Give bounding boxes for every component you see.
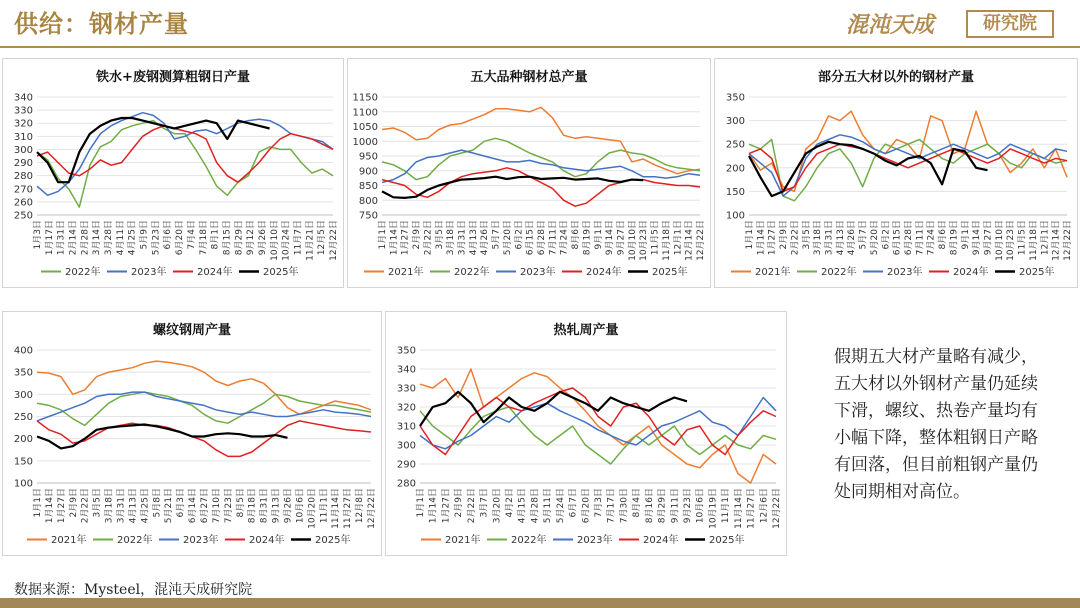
- x-tick-label: 3月31日: [116, 488, 127, 524]
- y-tick-label: 900: [358, 166, 378, 178]
- x-tick-label: 12月22日: [1063, 220, 1073, 261]
- y-tick-label: 1000: [352, 136, 378, 148]
- y-tick-label: 340: [396, 364, 416, 376]
- x-tick-label: 7月11日: [915, 220, 926, 256]
- x-tick-label: 6月28日: [904, 220, 914, 256]
- x-tick-label: 7月30日: [619, 488, 630, 524]
- y-tick-label: 330: [396, 383, 416, 395]
- x-tick-label: 5月7日: [858, 220, 869, 250]
- x-tick-label: 8月31日: [259, 488, 270, 524]
- x-tick-label: 2月9日: [454, 488, 465, 518]
- x-tick-label: 4月26日: [847, 220, 858, 256]
- legend-label: 2024年: [249, 535, 285, 546]
- x-tick-label: 9月11日: [670, 488, 681, 524]
- legend-label: 2025年: [315, 535, 351, 546]
- x-tick-label: 1月1日: [378, 220, 388, 250]
- x-tick-label: 7月10日: [211, 488, 222, 524]
- header-divider: [0, 46, 1080, 48]
- x-tick-label: 12月1日: [1040, 220, 1051, 256]
- x-tick-label: 9月27日: [983, 220, 994, 256]
- x-tick-label: 11月14日: [733, 488, 744, 529]
- x-tick-label: 8月6日: [571, 220, 582, 250]
- y-tick-label: 100: [725, 210, 745, 222]
- chart-title: 热轧周产量: [553, 323, 619, 338]
- x-tick-label: 12月6日: [759, 488, 770, 524]
- y-tick-label: 950: [358, 151, 378, 163]
- x-tick-label: 11月21日: [305, 220, 316, 261]
- x-tick-label: 3月18日: [813, 220, 824, 256]
- x-tick-label: 10月23日: [639, 220, 650, 261]
- x-tick-label: 12月14日: [684, 220, 695, 261]
- y-tick-label: 750: [358, 210, 378, 222]
- x-tick-label: 6月28日: [537, 220, 547, 256]
- x-tick-label: 5月24日: [555, 488, 566, 524]
- x-tick-label: 8月6日: [938, 220, 949, 250]
- y-tick-label: 850: [358, 181, 378, 192]
- y-tick-label: 350: [13, 367, 33, 379]
- x-tick-label: 12月22日: [772, 488, 782, 529]
- chart-panel-rebar-weekly: [2, 311, 382, 556]
- x-tick-label: 8月5日: [235, 488, 246, 518]
- x-tick-label: 10月20日: [307, 488, 318, 529]
- y-tick-label: 310: [13, 131, 33, 143]
- x-tick-label: 6月20日: [175, 220, 186, 256]
- y-tick-label: 300: [396, 440, 416, 452]
- x-tick-label: 4月25日: [127, 220, 138, 256]
- x-tick-label: 9月1日: [593, 220, 604, 250]
- y-tick-label: 350: [396, 345, 416, 357]
- x-tick-label: 6月14日: [188, 488, 199, 524]
- x-tick-label: 10月24日: [281, 220, 292, 261]
- x-tick-label: 1月27日: [400, 220, 411, 256]
- legend-label: 2022年: [454, 267, 490, 278]
- x-tick-label: 9月12日: [246, 220, 257, 256]
- x-tick-label: 5月20日: [502, 220, 513, 256]
- x-tick-label: 7月23日: [223, 488, 234, 524]
- series-line-2025: [382, 177, 643, 198]
- y-tick-label: 1150: [352, 92, 378, 104]
- x-tick-label: 3月20日: [492, 488, 503, 524]
- x-tick-label: 9月23日: [683, 488, 693, 524]
- y-tick-label: 340: [13, 92, 33, 104]
- logo-wordmark: 混沌天成: [846, 12, 935, 38]
- x-tick-label: 8月19日: [949, 220, 960, 256]
- legend-label: 2022年: [511, 535, 547, 546]
- x-tick-label: 5月7日: [491, 220, 502, 250]
- y-tick-label: 270: [13, 184, 33, 196]
- y-tick-label: 150: [725, 186, 745, 198]
- legend-label: 2025年: [263, 267, 299, 278]
- series-line-2021: [37, 361, 371, 414]
- chart-title: 五大品种钢材总产量: [470, 70, 588, 85]
- x-tick-label: 11月18日: [661, 220, 672, 261]
- x-tick-label: 6月2日: [514, 220, 525, 250]
- legend-label: 2021年: [755, 267, 791, 278]
- x-tick-label: 7月17日: [606, 488, 617, 524]
- x-tick-label: 2月14日: [68, 220, 79, 256]
- y-tick-label: 250: [13, 412, 33, 423]
- x-tick-label: 12月14日: [1051, 220, 1062, 261]
- x-tick-label: 1月17日: [44, 220, 55, 256]
- x-tick-label: 5月8日: [152, 488, 163, 518]
- x-tick-label: 3月18日: [446, 220, 457, 256]
- x-tick-label: 4月25日: [140, 488, 151, 524]
- x-tick-label: 2月22日: [80, 488, 91, 524]
- x-tick-label: 10月6日: [295, 488, 306, 524]
- legend-label: 2024年: [953, 267, 989, 278]
- footer-bar: [0, 598, 1080, 608]
- x-tick-label: 3月14日: [92, 220, 103, 256]
- y-tick-label: 280: [13, 171, 33, 183]
- x-tick-label: 5月23日: [151, 220, 162, 256]
- x-tick-label: 6月27日: [200, 488, 210, 524]
- y-tick-label: 260: [13, 197, 33, 209]
- x-tick-label: 10月6日: [695, 488, 706, 524]
- x-tick-label: 11月5日: [650, 220, 661, 256]
- y-tick-label: 800: [358, 195, 378, 207]
- legend-label: 2021年: [51, 535, 87, 546]
- x-tick-label: 4月13日: [835, 220, 846, 256]
- legend-label: 2021年: [445, 535, 481, 546]
- x-tick-label: 2月22日: [790, 220, 801, 256]
- legend-label: 2025年: [1019, 267, 1055, 278]
- x-tick-label: 9月26日: [257, 220, 268, 256]
- x-tick-label: 3月18日: [104, 488, 115, 524]
- legend-label: 2025年: [652, 267, 688, 278]
- y-tick-label: 1100: [352, 107, 378, 119]
- x-tick-label: 3月5日: [434, 220, 445, 250]
- x-tick-label: 1月1日: [416, 488, 426, 518]
- legend-label: 2024年: [197, 267, 233, 278]
- x-tick-label: 11月5日: [1017, 220, 1028, 256]
- chart-title: 部分五大材以外的钢材产量: [817, 70, 975, 85]
- x-tick-label: 12月8日: [355, 488, 366, 524]
- x-tick-label: 11月1日: [721, 488, 732, 524]
- x-tick-label: 6月15日: [525, 220, 536, 256]
- x-tick-label: 11月27日: [343, 488, 354, 529]
- x-tick-label: 3月5日: [92, 488, 103, 518]
- data-source-note: 数据来源：Mysteel，混沌天成研究院: [14, 582, 253, 598]
- logo-badge: 研究院: [966, 10, 1054, 38]
- x-tick-label: 6月6日: [163, 220, 174, 250]
- chart-title: 螺纹钢周产量: [152, 323, 232, 338]
- y-tick-label: 150: [13, 456, 33, 468]
- x-tick-label: 9月14日: [605, 220, 616, 256]
- legend-label: 2023年: [577, 535, 613, 546]
- y-tick-label: 330: [13, 105, 33, 117]
- x-tick-label: 8月29日: [657, 488, 668, 524]
- x-tick-label: 3月5日: [801, 220, 812, 250]
- x-tick-label: 11月27日: [746, 488, 757, 529]
- x-tick-label: 11月1日: [319, 488, 330, 524]
- x-tick-label: 8月18日: [247, 488, 258, 524]
- x-tick-label: 2月22日: [466, 488, 477, 524]
- x-tick-label: 5月21日: [164, 488, 175, 524]
- series-line-2023: [382, 150, 700, 182]
- series-line-2025: [420, 392, 687, 426]
- chart-svg: [386, 312, 786, 555]
- chart-svg: [3, 59, 343, 287]
- chart-panel-five-products-total: [347, 58, 711, 288]
- y-tick-label: 290: [396, 459, 416, 471]
- y-tick-label: 320: [396, 402, 416, 414]
- x-tick-label: 10月10日: [269, 220, 280, 261]
- x-tick-label: 4月28日: [530, 488, 541, 524]
- x-tick-label: 10月23日: [1006, 220, 1017, 261]
- x-tick-label: 1月14日: [389, 220, 400, 256]
- y-tick-label: 350: [725, 92, 745, 104]
- y-tick-label: 400: [13, 345, 33, 357]
- x-tick-label: 6月15日: [892, 220, 903, 256]
- x-tick-label: 3月31日: [457, 220, 468, 256]
- y-tick-label: 290: [13, 158, 33, 170]
- commentary-text: 假期五大材产量略有减少，五大材以外钢材产量仍延续下滑，螺纹、热卷产量均有小幅下降，整体粗钢日产略有回落，但目前粗钢产量仍处同期相对高位。: [834, 347, 1038, 502]
- chart-panel-hot-rolled-weekly: [385, 311, 787, 556]
- series-line-2025: [37, 425, 288, 449]
- page-title: 供给：钢材产量: [14, 9, 189, 38]
- y-tick-label: 300: [13, 389, 33, 401]
- legend-label: 2025年: [709, 535, 745, 546]
- x-tick-label: 7月18日: [198, 220, 209, 256]
- x-tick-label: 9月27日: [616, 220, 627, 256]
- x-tick-label: 2月9日: [68, 488, 79, 518]
- y-tick-label: 1050: [352, 122, 378, 133]
- chart-svg: [715, 59, 1077, 287]
- x-tick-label: 1月3日: [33, 220, 43, 250]
- series-line-2022: [37, 392, 371, 425]
- x-tick-label: 11月14日: [331, 488, 342, 529]
- legend-label: 2023年: [520, 267, 556, 278]
- x-tick-label: 7月3日: [594, 488, 604, 518]
- x-tick-label: 2月28日: [80, 220, 91, 256]
- x-tick-label: 9月13日: [271, 488, 282, 524]
- x-tick-label: 7月24日: [926, 220, 937, 256]
- x-tick-label: 1月1日: [33, 488, 43, 518]
- x-tick-label: 8月1日: [210, 220, 221, 250]
- y-tick-label: 250: [725, 139, 745, 151]
- y-tick-label: 320: [13, 118, 33, 130]
- x-tick-label: 1月1日: [745, 220, 755, 250]
- x-tick-label: 2月9日: [779, 220, 790, 250]
- x-tick-label: 9月26日: [283, 488, 294, 524]
- x-tick-label: 1月27日: [56, 488, 67, 524]
- x-tick-label: 6月7日: [568, 488, 579, 518]
- x-tick-label: 12月5日: [317, 220, 328, 256]
- x-tick-label: 10月10日: [627, 220, 638, 261]
- x-tick-label: 8月29日: [234, 220, 245, 256]
- x-tick-label: 2月9日: [412, 220, 423, 250]
- x-tick-label: 4月15日: [517, 488, 528, 524]
- x-tick-label: 12月22日: [696, 220, 706, 261]
- x-tick-label: 1月14日: [428, 488, 439, 524]
- x-tick-label: 10月10日: [994, 220, 1005, 261]
- chart-panel-other-steel: [714, 58, 1078, 288]
- y-tick-label: 250: [13, 210, 33, 222]
- x-tick-label: 5月9日: [139, 220, 150, 250]
- chart-svg: [348, 59, 710, 287]
- brand-logo: [846, 8, 1056, 40]
- x-tick-label: 12月1日: [673, 220, 684, 256]
- legend-label: 2024年: [586, 267, 622, 278]
- chart-svg: [3, 312, 381, 555]
- y-tick-label: 100: [13, 478, 33, 490]
- x-tick-label: 5月11日: [543, 488, 554, 524]
- legend-label: 2024年: [643, 535, 679, 546]
- x-tick-label: 12月22日: [329, 220, 339, 261]
- x-tick-label: 4月13日: [468, 220, 479, 256]
- legend-label: 2022年: [65, 267, 101, 278]
- y-tick-label: 280: [396, 478, 416, 490]
- x-tick-label: 9月1日: [960, 220, 971, 250]
- x-tick-label: 12月22日: [367, 488, 377, 529]
- legend-label: 2023年: [183, 535, 219, 546]
- x-tick-label: 1月14日: [44, 488, 55, 524]
- x-tick-label: 3月7日: [479, 488, 490, 518]
- x-tick-label: 8月16日: [644, 488, 655, 524]
- x-tick-label: 10月19日: [708, 488, 719, 529]
- y-tick-label: 300: [13, 144, 33, 156]
- x-tick-label: 3月31日: [824, 220, 835, 256]
- x-tick-label: 3月28日: [104, 220, 115, 256]
- legend-label: 2022年: [117, 535, 153, 546]
- x-tick-label: 7月11日: [548, 220, 559, 256]
- series-line-2025: [37, 118, 270, 182]
- x-tick-label: 6月20日: [581, 488, 592, 524]
- chart-title: 铁水+废钢测算粗钢日产量: [96, 70, 250, 85]
- series-line-2022: [382, 138, 700, 179]
- x-tick-label: 1月27日: [441, 488, 452, 524]
- x-tick-label: 1月14日: [756, 220, 767, 256]
- legend-label: 2022年: [821, 267, 857, 278]
- y-tick-label: 200: [13, 434, 33, 446]
- x-tick-label: 4月13日: [128, 488, 139, 524]
- x-tick-label: 4月26日: [480, 220, 491, 256]
- legend-label: 2023年: [887, 267, 923, 278]
- y-tick-label: 300: [725, 116, 745, 128]
- x-tick-label: 1月27日: [767, 220, 778, 256]
- header: [0, 0, 1080, 44]
- x-tick-label: 1月31日: [56, 220, 67, 256]
- x-tick-label: 7月4日: [186, 220, 197, 250]
- x-tick-label: 5月20日: [869, 220, 880, 256]
- x-tick-label: 11月18日: [1028, 220, 1039, 261]
- y-tick-label: 200: [725, 163, 745, 175]
- x-tick-label: 8月15日: [222, 220, 233, 256]
- x-tick-label: 6月2日: [881, 220, 892, 250]
- x-tick-label: 4月11日: [115, 220, 126, 256]
- chart-panel-crude-steel-daily: [2, 58, 344, 288]
- legend-label: 2023年: [131, 267, 167, 278]
- x-tick-label: 8月19日: [582, 220, 593, 256]
- y-tick-label: 310: [396, 421, 416, 433]
- legend-label: 2021年: [388, 267, 424, 278]
- x-tick-label: 8月4日: [632, 488, 643, 518]
- x-tick-label: 7月24日: [559, 220, 570, 256]
- x-tick-label: 4月2日: [505, 488, 515, 518]
- x-tick-label: 9月14日: [972, 220, 983, 256]
- x-tick-label: 6月3日: [176, 488, 187, 518]
- x-tick-label: 11月7日: [293, 220, 304, 256]
- x-tick-label: 2月22日: [423, 220, 434, 256]
